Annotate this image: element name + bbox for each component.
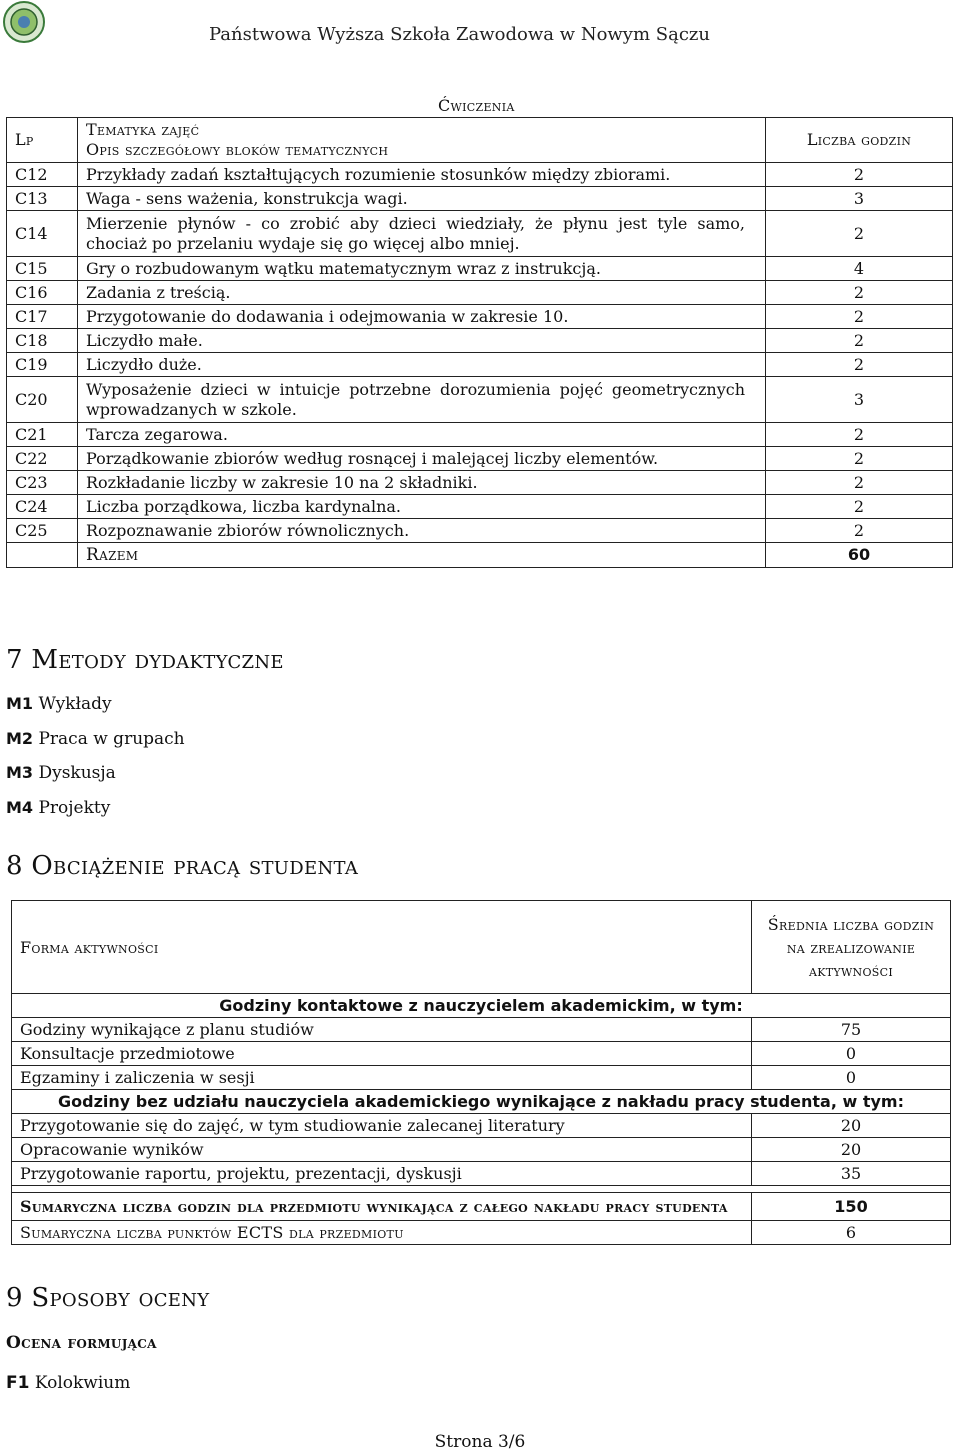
- exercise-lp: C13: [7, 187, 78, 211]
- exercise-lp: C23: [7, 471, 78, 495]
- workload-row: Przygotowanie się do zajęć, w tym studiowanie zalecanej literatury 20: [12, 1114, 951, 1138]
- exercise-text: Gry o rozbudowanym wątku matematycznym wraz z instrukcją.: [78, 257, 766, 281]
- col-activity: Forma aktywności: [12, 901, 752, 994]
- exercise-text: Wyposażenie dzieci w intuicje potrzebne dorozumienia pojęć geometrycznych wprowadzanych w szkole.: [78, 377, 766, 423]
- exercise-lp: C14: [7, 211, 78, 257]
- workload-row: Egzaminy i zaliczenia w sesji 0: [12, 1066, 951, 1090]
- exercise-row: [7, 163, 953, 187]
- contact-hours-heading: Godziny kontaktowe z nauczycielem akademickim, w tym:: [12, 994, 951, 1018]
- exercise-lp: C18: [7, 329, 78, 353]
- col-avg-hours: Średnia liczba godzin na zrealizowanie aktywności: [752, 901, 951, 994]
- exercise-row: [7, 305, 953, 329]
- exercise-row: [7, 353, 953, 377]
- total-label: Razem: [78, 543, 766, 568]
- section-assessment-heading: 9 Sposoby oceny: [6, 1283, 210, 1313]
- exercise-text: Liczba porządkowa, liczba kardynalna.: [78, 495, 766, 519]
- sum-hours-label: Sumaryczna liczba godzin dla przedmiotu wynikająca z całego nakładu pracy studenta: [12, 1193, 752, 1221]
- exercise-row: [7, 495, 953, 519]
- exercise-lp: C25: [7, 519, 78, 543]
- exercise-text: Liczydło duże.: [78, 353, 766, 377]
- exercise-hours: 2: [766, 281, 953, 305]
- exercise-lp: C21: [7, 423, 78, 447]
- exercise-hours: 4: [766, 257, 953, 281]
- workload-table: [11, 900, 951, 1245]
- col-topic-label: Tematyka zajęć: [86, 120, 200, 139]
- exercise-text: Liczydło małe.: [78, 329, 766, 353]
- self-study-heading: Godziny bez udziału nauczyciela akademickiego wynikające z nakładu pracy studenta, w tym:: [12, 1090, 951, 1114]
- exercise-hours: 2: [766, 519, 953, 543]
- workload-row: Opracowanie wyników 20: [12, 1138, 951, 1162]
- section-methods-heading: 7 Metody dydaktyczne: [6, 645, 284, 675]
- exercise-lp: C19: [7, 353, 78, 377]
- col-lp: Lp: [7, 118, 78, 163]
- exercise-row: [7, 257, 953, 281]
- workload-row: Konsultacje przedmiotowe 0: [12, 1042, 951, 1066]
- exercise-row: [7, 211, 953, 257]
- exercise-hours: 3: [766, 187, 953, 211]
- formative-assessment-heading: Ocena formująca: [6, 1333, 157, 1353]
- sum-hours-row: [12, 1193, 951, 1221]
- col-topic: [78, 118, 766, 163]
- method-item: M2 Praca w grupach: [6, 728, 185, 749]
- exercise-lp: C12: [7, 163, 78, 187]
- exercise-text: Przygotowanie do dodawania i odejmowania w zakresie 10.: [78, 305, 766, 329]
- total-value: 60: [766, 543, 953, 568]
- page-number: Strona 3/6: [434, 1432, 526, 1452]
- exercise-row: [7, 447, 953, 471]
- exercise-lp: C20: [7, 377, 78, 423]
- method-item: M1 Wykłady: [6, 694, 112, 714]
- exercise-hours: 2: [766, 305, 953, 329]
- exercise-row: [7, 423, 953, 447]
- exercise-text: Przykłady zadań kształtujących rozumienie stosunków między zbiorami.: [78, 163, 766, 187]
- exercise-row: [7, 329, 953, 353]
- method-item: M3 Dyskusja: [6, 763, 116, 784]
- method-item: M4 Projekty: [6, 798, 111, 819]
- sum-hours-value: 150: [752, 1193, 951, 1221]
- exercise-lp: C17: [7, 305, 78, 329]
- exercise-hours: 3: [766, 377, 953, 423]
- exercise-hours: 2: [766, 329, 953, 353]
- sum-ects-label: Sumaryczna liczba punktów ECTS dla przedmiotu: [12, 1221, 752, 1245]
- exercise-text: Mierzenie płynów - co zrobić aby dzieci wiedziały, że płynu jest tyle samo, chociaż po przelaniu wydaje się go więcej albo mniej.: [78, 211, 766, 257]
- exercises-total-row: [7, 543, 953, 568]
- exercise-lp: C15: [7, 257, 78, 281]
- exercise-hours: 2: [766, 495, 953, 519]
- sum-ects-value: 6: [845, 1223, 857, 1242]
- exercise-row: [7, 471, 953, 495]
- section-workload-heading: 8 Obciążenie pracą studenta: [6, 851, 359, 881]
- exercise-hours: 2: [766, 471, 953, 495]
- methods-list: [6, 690, 185, 829]
- assessment-item: F1 Kolokwium: [6, 1373, 131, 1393]
- exercise-text: Zadania z treścią.: [78, 281, 766, 305]
- running-header: Państwowa Wyższa Szkoła Zawodowa w Nowym Sączu: [209, 24, 710, 45]
- exercise-text: Waga - sens ważenia, konstrukcja wagi.: [78, 187, 766, 211]
- exercise-hours: 2: [766, 353, 953, 377]
- exercises-title: Ćwiczenia: [438, 96, 515, 115]
- workload-row: Przygotowanie raportu, projektu, prezentacji, dyskusji 35: [12, 1162, 951, 1186]
- exercise-lp: C16: [7, 281, 78, 305]
- exercise-hours: 2: [766, 163, 953, 187]
- workload-row: Godziny wynikające z planu studiów 75: [12, 1018, 951, 1042]
- exercises-header-row: [7, 118, 953, 163]
- exercise-row: [7, 377, 953, 423]
- exercise-row: [7, 519, 953, 543]
- exercise-row: [7, 281, 953, 305]
- col-hours: Liczba godzin: [766, 118, 953, 163]
- exercise-hours: 2: [766, 447, 953, 471]
- exercise-row: [7, 187, 953, 211]
- exercise-text: Rozpoznawanie zbiorów równolicznych.: [78, 519, 766, 543]
- exercise-text: Tarcza zegarowa.: [78, 423, 766, 447]
- col-detail-label: Opis szczegółowy bloków tematycznych: [86, 140, 389, 159]
- exercise-hours: 2: [766, 423, 953, 447]
- exercise-lp: C24: [7, 495, 78, 519]
- sum-ects-row: [12, 1221, 951, 1245]
- workload-header-row: [12, 901, 951, 994]
- exercises-table: [6, 117, 953, 568]
- exercise-text: Rozkładanie liczby w zakresie 10 na 2 składniki.: [78, 471, 766, 495]
- exercise-hours: 2: [766, 211, 953, 257]
- exercise-lp: C22: [7, 447, 78, 471]
- exercise-text: Porządkowanie zbiorów według rosnącej i malejącej liczby elementów.: [78, 447, 766, 471]
